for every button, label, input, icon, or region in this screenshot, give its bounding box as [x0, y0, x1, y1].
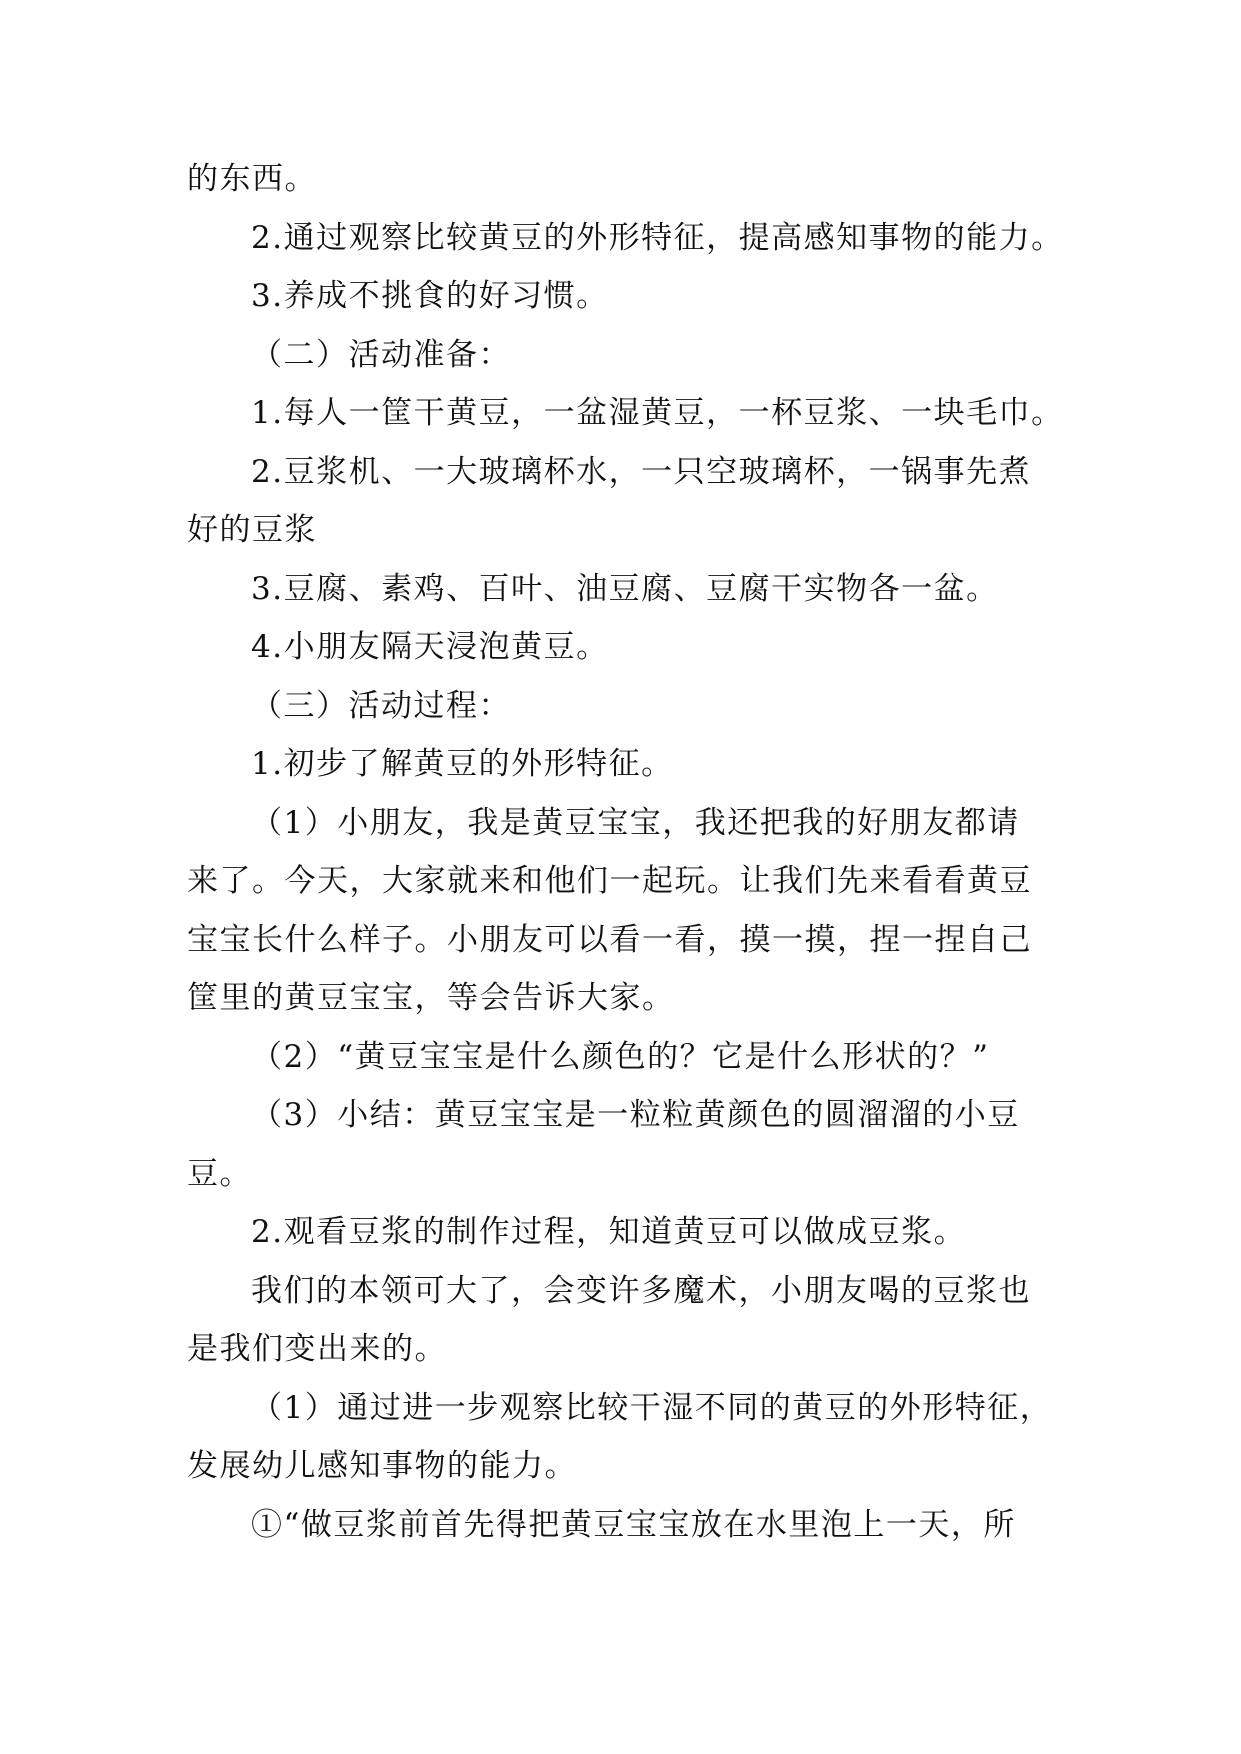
text-line: 2.通过观察比较黄豆的外形特征，提高感知事物的能力。	[251, 219, 1064, 256]
text-line: （2）“黄豆宝宝是什么颜色的？它是什么形状的？”	[251, 1038, 990, 1075]
text-line: 3.豆腐、素鸡、百叶、油豆腐、豆腐干实物各一盆。	[251, 570, 999, 607]
text-line: （1）小朋友，我是黄豆宝宝，我还把我的好朋友都请	[251, 804, 1020, 841]
text-line: 1.初步了解黄豆的外形特征。	[251, 746, 674, 782]
text-line: 我们的本领可大了，会变许多魔术，小朋友喝的豆浆也	[251, 1272, 1031, 1309]
text-line: 来了。今天，大家就来和他们一起玩。让我们先来看看黄豆	[187, 863, 1032, 899]
document-body	[187, 150, 1064, 1554]
text-line: 的东西。	[187, 161, 317, 197]
text-line: 1.每人一筐干黄豆，一盆湿黄豆，一杯豆浆、一块毛巾。	[251, 395, 1064, 431]
text-line: ①“做豆浆前首先得把黄豆宝宝放在水里泡上一天，所	[251, 1506, 1016, 1543]
text-line: 2.豆浆机、一大玻璃杯水，一只空玻璃杯，一锅事先煮	[251, 453, 1032, 490]
text-line: 是我们变出来的。	[187, 1331, 447, 1367]
text-line: （3）小结：黄豆宝宝是一粒粒黄颜色的圆溜溜的小豆	[251, 1097, 1020, 1133]
section-heading: （二）活动准备：	[251, 336, 511, 373]
text-line: 2.观看豆浆的制作过程，知道黄豆可以做成豆浆。	[251, 1214, 967, 1250]
text-line: 4.小朋友隔天浸泡黄豆。	[251, 629, 609, 665]
section-heading: （三）活动过程：	[251, 687, 511, 724]
text-line: 发展幼儿感知事物的能力。	[187, 1448, 577, 1484]
text-line: 筐里的黄豆宝宝，等会告诉大家。	[187, 980, 675, 1016]
text-line: 好的豆浆	[187, 512, 317, 548]
text-line: 3.养成不挑食的好习惯。	[251, 278, 609, 314]
text-line: 宝宝长什么样子。小朋友可以看一看，摸一摸，捏一捏自己	[187, 921, 1032, 958]
text-line: 豆。	[187, 1155, 252, 1192]
text-line: （1）通过进一步观察比较干湿不同的黄豆的外形特征，	[251, 1389, 1053, 1426]
